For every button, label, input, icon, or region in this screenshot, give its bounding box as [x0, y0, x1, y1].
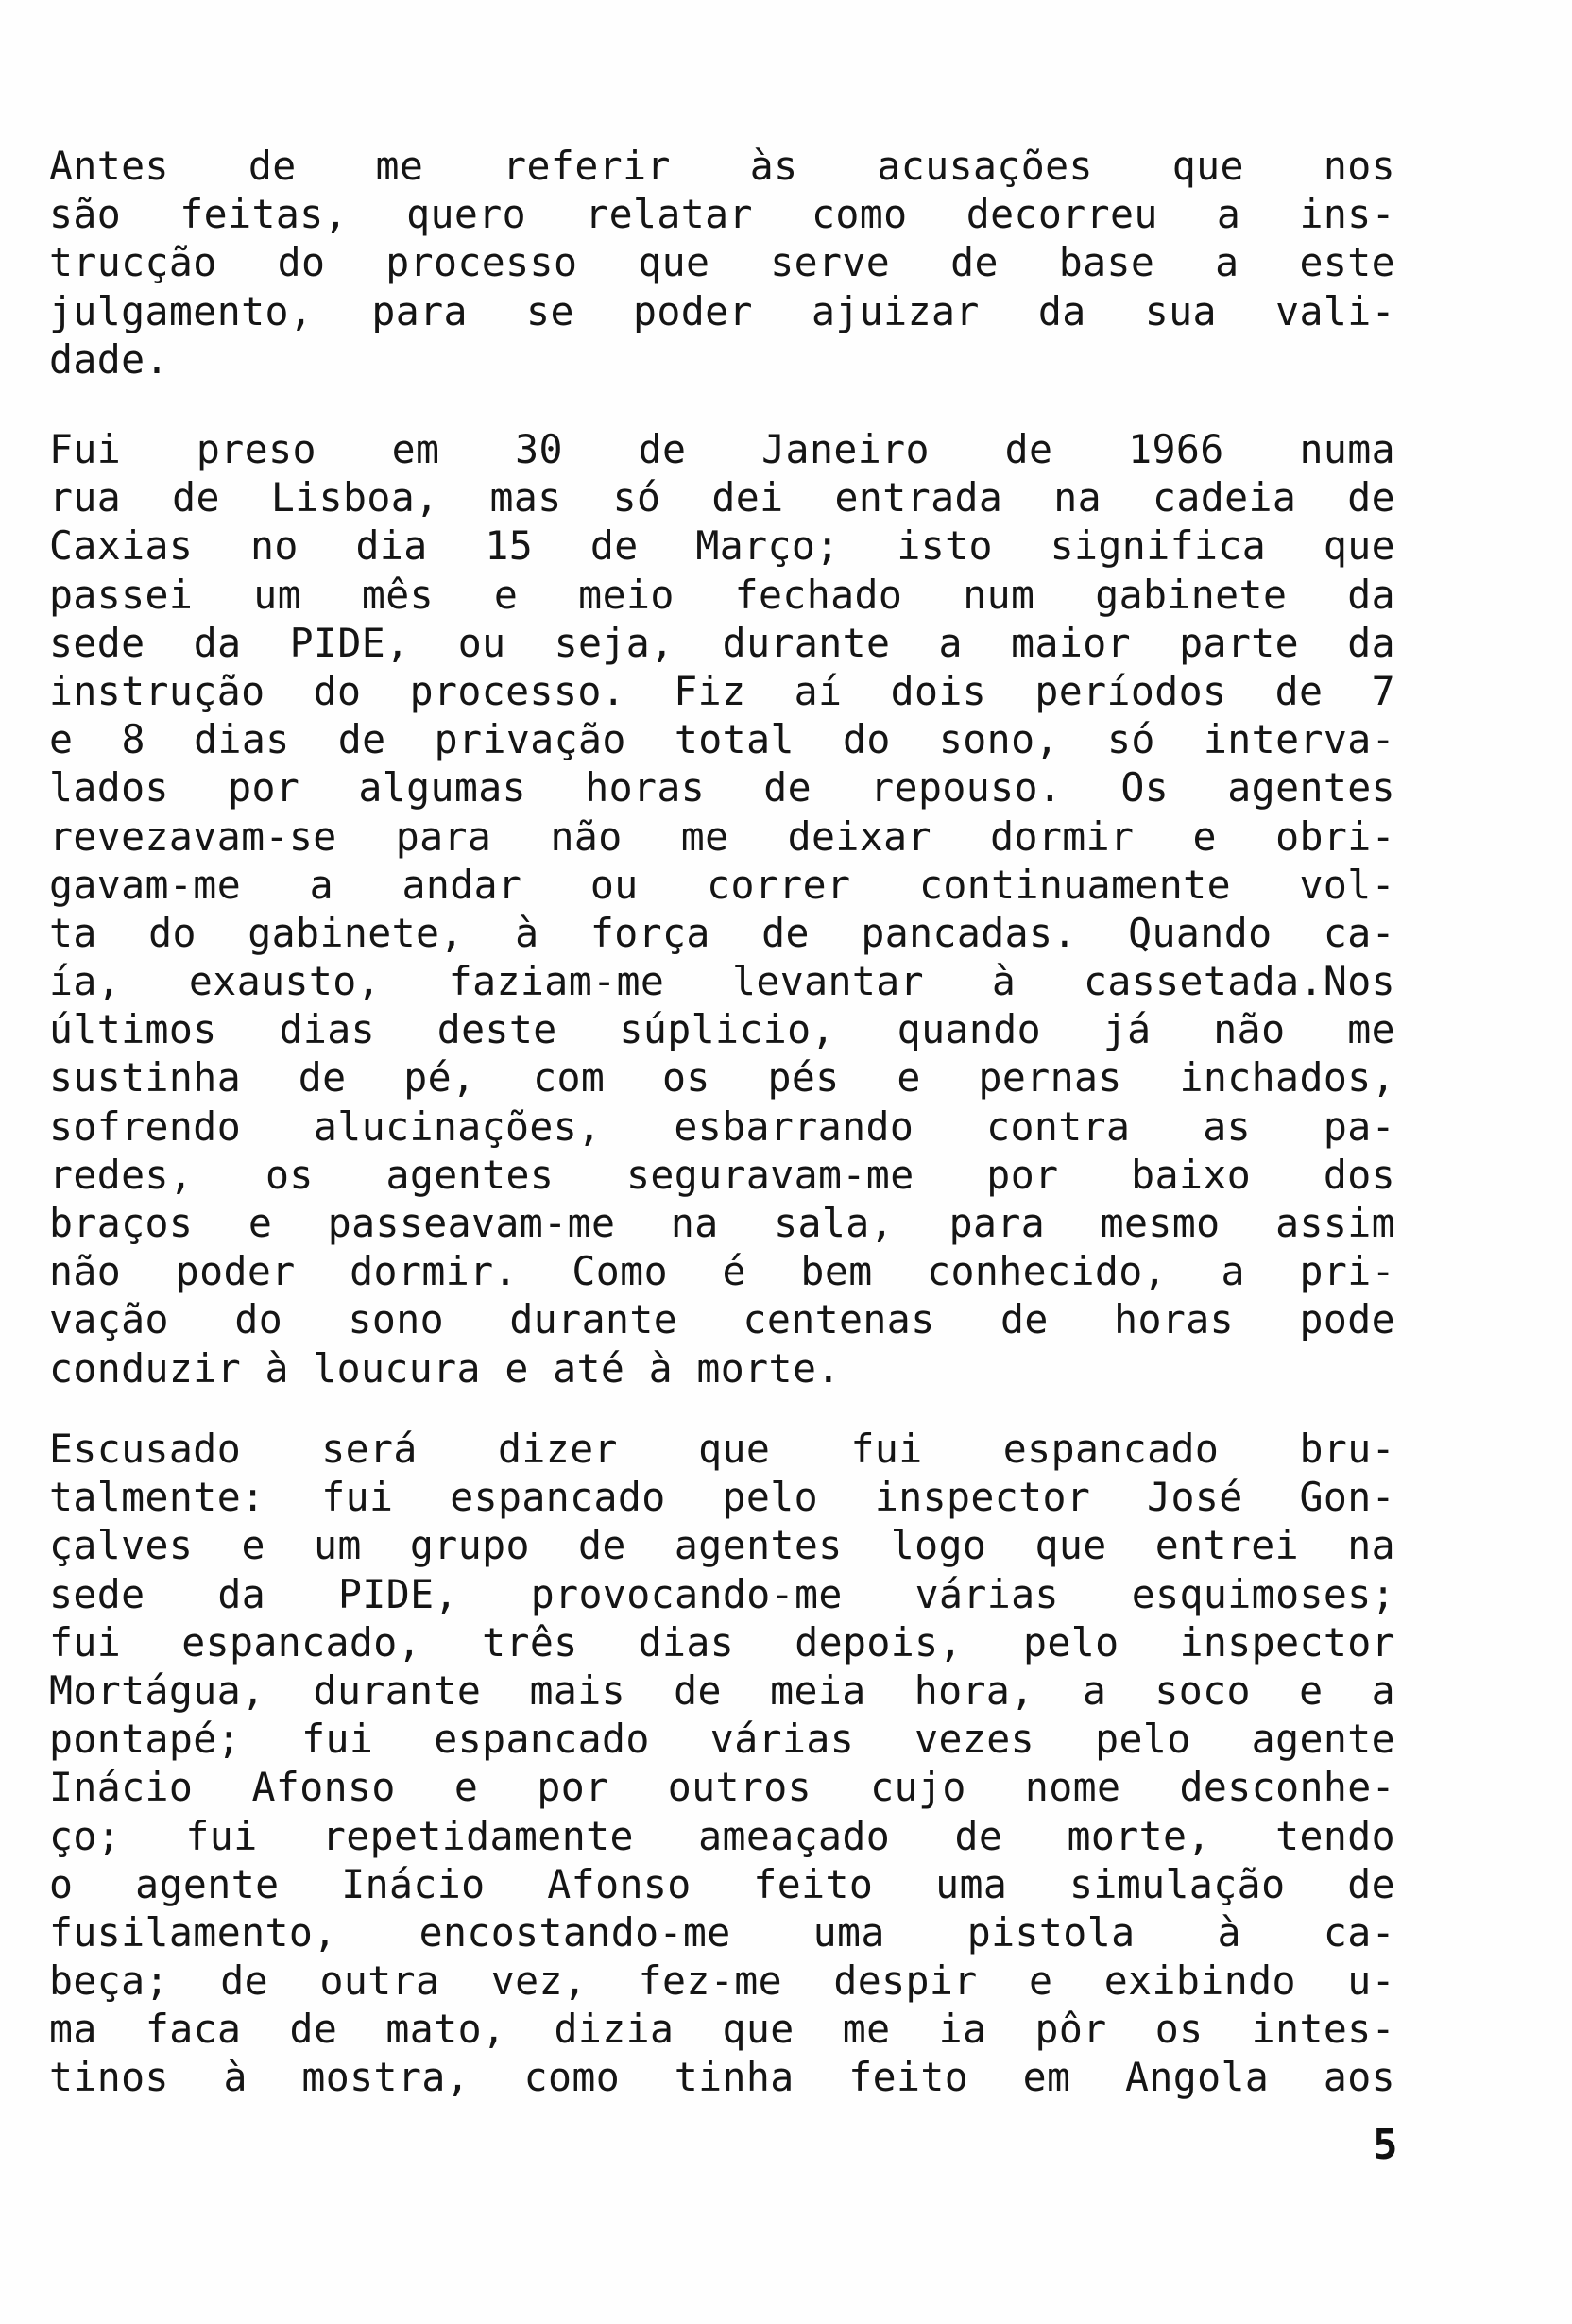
text-line: sede da PIDE, ou seja, durante a maior parte da: [49, 619, 1395, 666]
text-line: sustinha de pé, com os pés e pernas inchados,: [49, 1054, 1395, 1102]
text-line: trucção do processo que serve de base a este: [49, 239, 1395, 286]
text-line: sede da PIDE, provocando-me várias esquimoses;: [49, 1570, 1395, 1617]
text-line: Inácio Afonso e por outros cujo nome desconhe-: [49, 1764, 1395, 1811]
paragraph-3: [49, 1425, 1395, 2102]
text-line: Mortágua, durante mais de meia hora, a soco e a: [49, 1666, 1395, 1714]
text-line: beça; de outra vez, fez-me despir e exibindo u-: [49, 1957, 1395, 2005]
text-line: ta do gabinete, à força de pancadas. Quando ca-: [49, 909, 1395, 956]
paragraph-1: [49, 142, 1395, 384]
text-line: fui espancado, três dias depois, pelo inspector: [49, 1618, 1395, 1666]
text-line: talmente: fui espancado pelo inspector José Gon-: [49, 1474, 1395, 1521]
text-line: Caxias no dia 15 de Março; isto significa que: [49, 522, 1395, 570]
text-line: revezavam-se para não me deixar dormir e obri-: [49, 812, 1395, 860]
text-line: pontapé; fui espancado várias vezes pelo agente: [49, 1716, 1395, 1763]
text-line: vação do sono durante centenas de horas pode: [49, 1296, 1395, 1343]
text-line: Fui preso em 30 de Janeiro de 1966 numa: [49, 426, 1395, 472]
page-number: 5: [1373, 2121, 1398, 2169]
text-line: não poder dormir. Como é bem conhecido, a pri-: [49, 1248, 1395, 1295]
text-line: passei um mês e meio fechado num gabinete da: [49, 571, 1395, 618]
text-line: dade.: [49, 335, 169, 383]
text-line: gavam-me a andar ou correr continuamente vol-: [49, 861, 1395, 908]
text-line: fusilamento, encostando-me uma pistola à ca-: [49, 1908, 1395, 1956]
text-line: ía, exausto, faziam-me levantar à cassetada.Nos: [49, 958, 1395, 1005]
text-line: tinos à mostra, como tinha feito em Angola aos: [49, 2054, 1395, 2101]
text-line: braços e passeavam-me na sala, para mesmo assim: [49, 1200, 1395, 1246]
text-line: redes, os agentes seguravam-me por baixo dos: [49, 1151, 1395, 1198]
text-line: ço; fui repetidamente ameaçado de morte, tendo: [49, 1812, 1395, 1859]
text-line: são feitas, quero relatar como decorreu a ins-: [49, 191, 1395, 238]
paragraph-2: [49, 425, 1395, 1393]
text-line: e 8 dias de privação total do sono, só interva-: [49, 716, 1395, 763]
text-line: conduzir à loucura e até à morte.: [49, 1344, 841, 1392]
text-line: julgamento, para se poder ajuizar da sua vali-: [49, 287, 1395, 334]
text-line: rua de Lisboa, mas só dei entrada na cadeia de: [49, 474, 1395, 521]
text-line: çalves e um grupo de agentes logo que entrei na: [49, 1522, 1395, 1569]
text-line: instrução do processo. Fiz aí dois períodos de 7: [49, 667, 1395, 714]
text-line: Escusado será dizer que fui espancado bru-: [49, 1426, 1395, 1472]
text-line: sofrendo alucinações, esbarrando contra as pa-: [49, 1102, 1395, 1150]
text-line: o agente Inácio Afonso feito uma simulação de: [49, 1860, 1395, 1907]
text-line: últimos dias deste súplicio, quando já não me: [49, 1006, 1395, 1053]
text-line: Antes de me referir às acusações que nos: [49, 143, 1395, 189]
text-line: ma faca de mato, dizia que me ia pôr os intes-: [49, 2006, 1395, 2053]
text-line: lados por algumas horas de repouso. Os agentes: [49, 764, 1395, 812]
